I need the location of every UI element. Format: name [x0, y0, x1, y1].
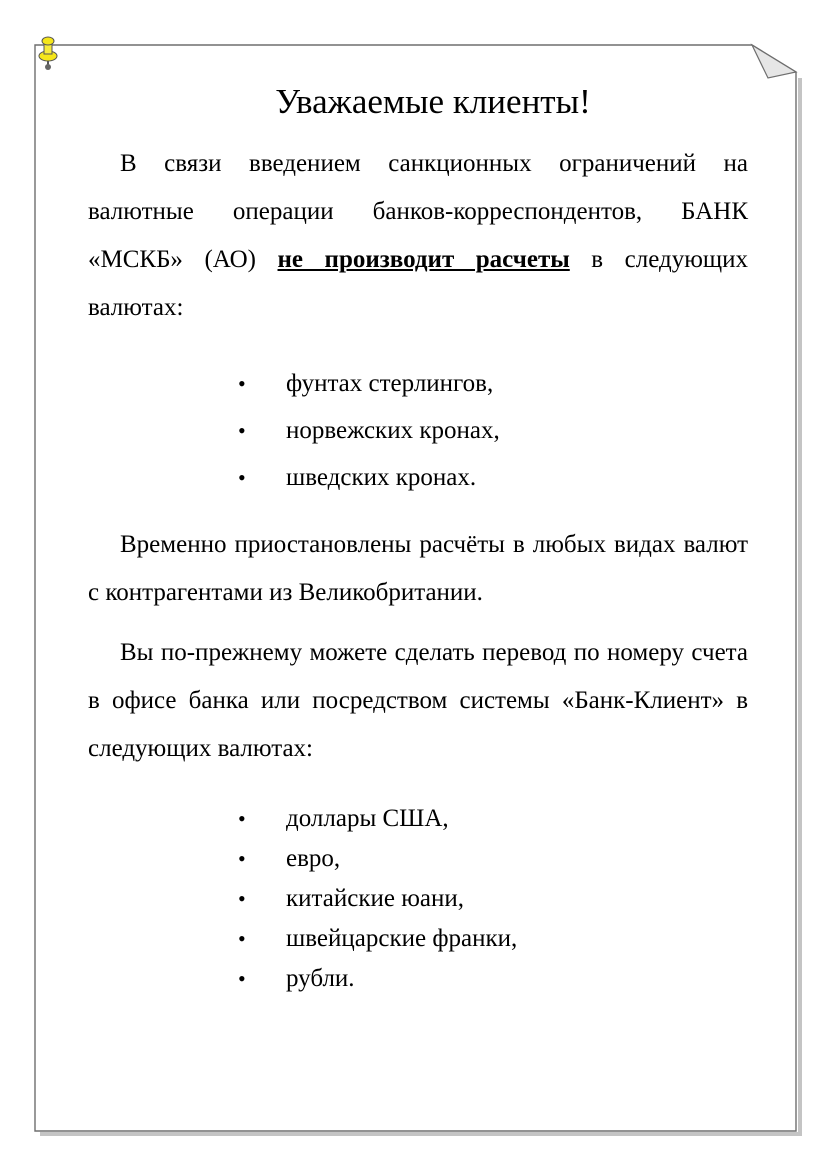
list-item: • китайские юани, — [88, 879, 748, 919]
list-item: • евро, — [88, 839, 748, 879]
paragraph-available-transfers: Вы по-прежнему можете сделать перевод по номеру счета в офисе банка или посредством системы «Банк-Клиент» в следующих валютах: — [88, 639, 748, 762]
bullet-icon: • — [238, 371, 246, 396]
available-currency-list — [88, 799, 748, 999]
bullet-icon: • — [238, 846, 246, 871]
list-item: • норвежских кронах, — [88, 407, 748, 454]
notice-content — [88, 80, 748, 999]
paragraph-sanctions-tail: в следующих валютах: — [88, 246, 749, 321]
bullet-icon: • — [238, 418, 246, 443]
bullet-icon: • — [238, 806, 246, 831]
list-item: • рубли. — [88, 959, 748, 999]
restricted-currency-list — [88, 360, 748, 501]
paragraph-sanctions-text: В связи введением санкционных ограничений на валютные операции банков-корреспондентов, БАНК «МСКБ» (АО) — [88, 150, 748, 273]
list-item: • фунтах стерлингов, — [88, 360, 748, 407]
no-payments-emphasis: не производит расчеты — [277, 246, 570, 273]
bullet-icon: • — [238, 966, 246, 991]
list-item: • шведских кронах. — [88, 454, 748, 501]
bullet-icon: • — [238, 886, 246, 911]
bullet-icon: • — [238, 465, 246, 490]
list-item: • доллары США, — [88, 799, 748, 839]
paragraph-sanctions — [88, 140, 748, 332]
paragraph-uk-suspension: Временно приостановлены расчёты в любых видах валют с контрагентами из Великобритании. — [88, 531, 748, 606]
page-title: Уважаемые клиенты! — [275, 82, 591, 121]
bullet-icon: • — [238, 926, 246, 951]
list-item: • швейцарские франки, — [88, 919, 748, 959]
